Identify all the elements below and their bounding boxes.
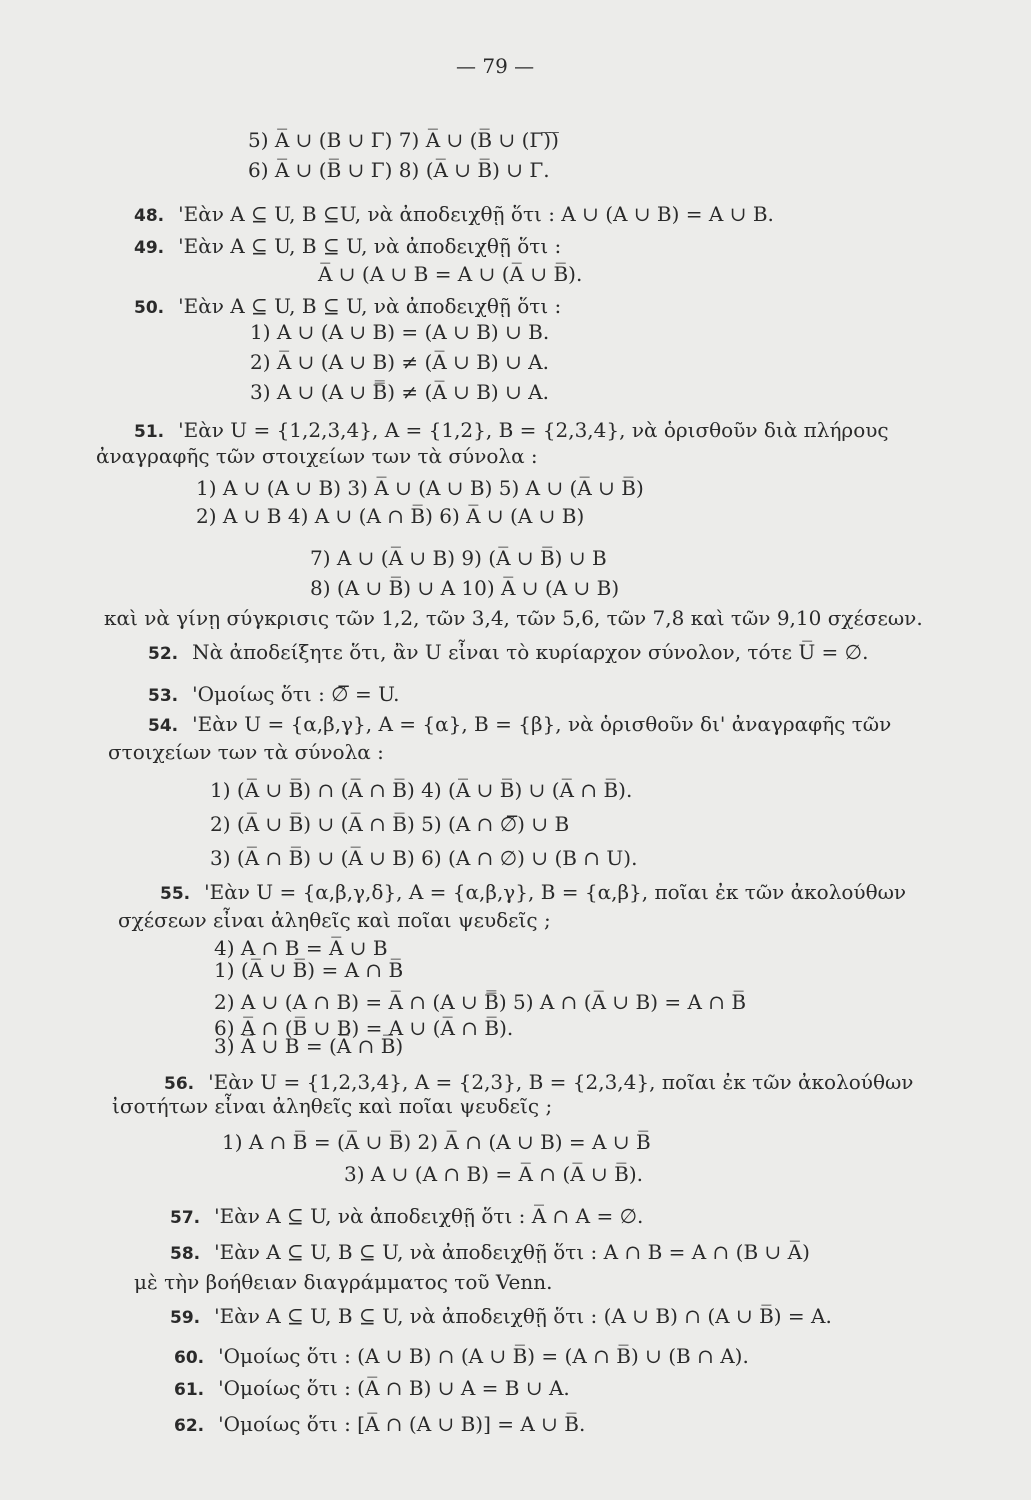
line-text: 1) A ∪ (A ∪ B) = (A ∪ B) ∪ B.	[250, 320, 550, 344]
exercise-55	[160, 880, 906, 906]
exercise-59	[170, 1304, 832, 1330]
exercise-number: 56.	[164, 1074, 195, 1094]
line-text: μὲ τὴν βοήθειαν διαγράμματος τοῦ Venn.	[134, 1270, 553, 1294]
line-text: 3) A̅ ∪ B = (A̅ ∩ B̅)	[214, 1034, 404, 1058]
line-50-1	[250, 320, 549, 344]
line-text: 7) A ∪ (A̅ ∪ B) 9) (A̅ ∪ B̅) ∪ B	[310, 546, 607, 570]
line-text: σχέσεων εἶναι ἀληθεῖς καὶ ποῖαι ψευδεῖς ;	[118, 908, 551, 932]
exercise-61	[174, 1376, 570, 1402]
line-55b	[118, 908, 551, 932]
line-text: 6) A̅ ∪ (B̅ ∪ Γ) 8) (A̅ ∪ B̅) ∪ Γ.	[248, 158, 550, 182]
exercise-51	[134, 418, 889, 444]
exercise-number: 55.	[160, 884, 191, 904]
exercise-60	[174, 1344, 749, 1370]
line-text: 2) A ∪ B 4) A ∪ (A ∩ B̅) 6) A̅ ∪ (A ∪ B)	[196, 504, 585, 528]
line-49b	[318, 262, 582, 286]
exercise-58	[170, 1240, 810, 1266]
line-54-1	[210, 778, 632, 802]
exercise-54	[148, 712, 891, 738]
line-text: 'Ομοίως ὅτι : (A ∪ B) ∩ (A ∪ B̅) = (A ∩ B̅) ∪ (B ∩ A).	[218, 1344, 749, 1368]
line-50-2	[250, 350, 549, 374]
exercise-number: 50.	[134, 298, 165, 318]
line-54b	[108, 740, 384, 764]
line-text: στοιχείων των τὰ σύνολα :	[108, 740, 384, 764]
exercise-57	[170, 1204, 643, 1230]
line-text: 3) (A̅ ∩ B̅) ∪ (A̅ ∪ B) 6) (A ∩ ∅) ∪ (B ∩ U).	[210, 846, 638, 870]
line-51-4	[310, 576, 619, 600]
exercise-number: 51.	[134, 422, 165, 442]
line-56-3	[344, 1162, 643, 1186]
exercise-number: 62.	[174, 1416, 205, 1436]
line-text: ἰσοτήτων εἶναι ἀληθεῖς καὶ ποῖαι ψευδεῖς ;	[112, 1094, 553, 1118]
line-text: 2) A̅ ∪ (A ∪ B) ≠ (A̅ ∪ B) ∪ A.	[250, 350, 549, 374]
line-51-2	[196, 504, 584, 528]
line-50-3	[250, 380, 549, 404]
line-text: 1) (A̅ ∪ B̅) = A ∩ B̅	[214, 958, 404, 982]
exercise-number: 53.	[148, 686, 179, 706]
exercise-number: 54.	[148, 716, 179, 736]
line-text: 'Εὰν A ⊆ U, B ⊆ U, νὰ ἀποδειχθῇ ὅτι :	[178, 234, 562, 258]
exercise-number: 59.	[170, 1308, 201, 1328]
line-55-4	[214, 936, 388, 960]
line-2	[248, 158, 550, 182]
exercise-53	[148, 682, 399, 708]
line-text: 'Εὰν A ⊆ U, B ⊆ U, νὰ ἀποδειχθῇ ὅτι :	[178, 294, 562, 318]
line-text: 1) A ∩ B̅ = (A̅ ∪ B̅) 2) A̅ ∩ (A ∪ B) = A ∪ B̅	[222, 1130, 651, 1154]
exercise-number: 52.	[148, 644, 179, 664]
line-text: 'Εὰν A ⊆ U, B ⊆ U, νὰ ἀποδειχθῇ ὅτι : (A ∪ B) ∩ (A ∪ B̅) = A.	[214, 1304, 832, 1328]
exercise-49	[134, 234, 561, 260]
line-text: 5) A̅ ∪ (B ∪ Γ) 7) A̅ ∪ (B̅ ∪ (Γ)̅)̅	[248, 128, 559, 152]
line-text: καὶ νὰ γίνῃ σύγκρισις τῶν 1,2, τῶν 3,4, τῶν 5,6, τῶν 7,8 καὶ τῶν 9,10 σχέσεων.	[104, 606, 923, 630]
exercise-number: 48.	[134, 206, 165, 226]
line-54-2	[210, 812, 569, 836]
line-text: 6) A̅ ∩ (B̅ ∪ B) = A ∪ (A̅ ∩ B̅).	[214, 1016, 514, 1040]
line-55-2	[214, 990, 746, 1014]
line-55-1	[214, 958, 403, 982]
line-text: 4) A ∩ B = A̅ ∪ B	[214, 936, 388, 960]
line-text: 2) A ∪ (A ∩ B) = A̅ ∩ (A ∪ B̿) 5) A ∩ (A̅ ∪ B) = A ∩ B̅	[214, 990, 747, 1014]
line-text: 'Ομοίως ὅτι : ∅̅ = U.	[192, 682, 400, 706]
exercise-52	[148, 640, 868, 666]
line-55-3	[214, 1034, 403, 1058]
line-1	[248, 128, 559, 152]
exercise-number: 60.	[174, 1348, 205, 1368]
line-56-1	[222, 1130, 651, 1154]
line-text: 'Εὰν A ⊆ U, B ⊆ U, νὰ ἀποδειχθῇ ὅτι : A ∩ B = A ∩ (B ∪ A̅)	[214, 1240, 810, 1264]
page-number: — 79 —	[456, 54, 535, 78]
line-text: 8) (A ∪ B̅) ∪ A 10) A̅ ∪ (A ∪ B)	[310, 576, 620, 600]
line-51-1	[196, 476, 644, 500]
line-text: 'Ομοίως ὅτι : (A̅ ∩ B) ∪ A = B ∪ A.	[218, 1376, 570, 1400]
line-text: 'Εὰν A ⊆ U, νὰ ἀποδειχθῇ ὅτι : A̅ ∩ A = ∅.	[214, 1204, 644, 1228]
line-51b	[96, 444, 538, 468]
line-51-3	[310, 546, 607, 570]
line-text: 'Ομοίως ὅτι : [A̅ ∩ (A ∪ B)] = A ∪ B̅.	[218, 1412, 586, 1436]
line-text: 1) (A̅ ∪ B̅) ∩ (A̅ ∩ B̅) 4) (A̅ ∪ B̅) ∪ (A̅ ∩ B̅).	[210, 778, 633, 802]
exercise-62	[174, 1412, 585, 1438]
line-text: A̅ ∪ (A ∪ B = A ∪ (A̅ ∪ B̅).	[318, 262, 583, 286]
line-54-3	[210, 846, 637, 870]
exercise-number: 58.	[170, 1244, 201, 1264]
line-text: 'Εὰν A ⊆ U, B ⊆U, νὰ ἀποδειχθῇ ὅτι : A ∪ (A ∪ B) = A ∪ B.	[178, 202, 774, 226]
line-text: 'Εὰν U = {α,β,γ,δ}, A = {α,β,γ}, B = {α,β}, ποῖαι ἐκ τῶν ἀκολούθων	[204, 880, 907, 904]
line-text: 'Εὰν U = {α,β,γ}, A = {α}, B = {β}, νὰ ὁρισθοῦν δι' ἀναγραφῆς τῶν	[192, 712, 892, 736]
exercise-56	[164, 1070, 913, 1096]
exercise-number: 49.	[134, 238, 165, 258]
line-text: 1) A ∪ (A ∪ B) 3) A̅ ∪ (A ∪ B) 5) A ∪ (A̅ ∪ B̅)	[196, 476, 644, 500]
exercise-number: 61.	[174, 1380, 205, 1400]
exercise-number: 57.	[170, 1208, 201, 1228]
line-56b	[112, 1094, 552, 1118]
line-text: 2) (A̅ ∪ B̅) ∪ (A̅ ∩ B̅) 5) (A ∩ ∅̅) ∪ B	[210, 812, 570, 836]
exercise-48	[134, 202, 774, 228]
exercise-50	[134, 294, 561, 320]
line-58b	[134, 1270, 552, 1294]
line-text: 'Εὰν U = {1,2,3,4}, A = {2,3}, B = {2,3,4}, ποῖαι ἐκ τῶν ἀκολούθων	[208, 1070, 914, 1094]
line-text: 3) A ∪ (A ∩ B) = A̅ ∩ (A̅ ∪ B̅).	[344, 1162, 643, 1186]
line-text: 3) A ∪ (A ∪ B̿) ≠ (A̅ ∪ B) ∪ A.	[250, 380, 549, 404]
line-51c	[104, 606, 923, 630]
line-text: Νὰ ἀποδείξητε ὅτι, ἂν U εἶναι τὸ κυρίαρχον σύνολον, τότε U̅ = ∅.	[192, 640, 869, 664]
line-text: ἀναγραφῆς τῶν στοιχείων των τὰ σύνολα :	[96, 444, 538, 468]
line-text: 'Εὰν U = {1,2,3,4}, A = {1,2}, B = {2,3,4}, νὰ ὁρισθοῦν διὰ πλήρους	[178, 418, 889, 442]
